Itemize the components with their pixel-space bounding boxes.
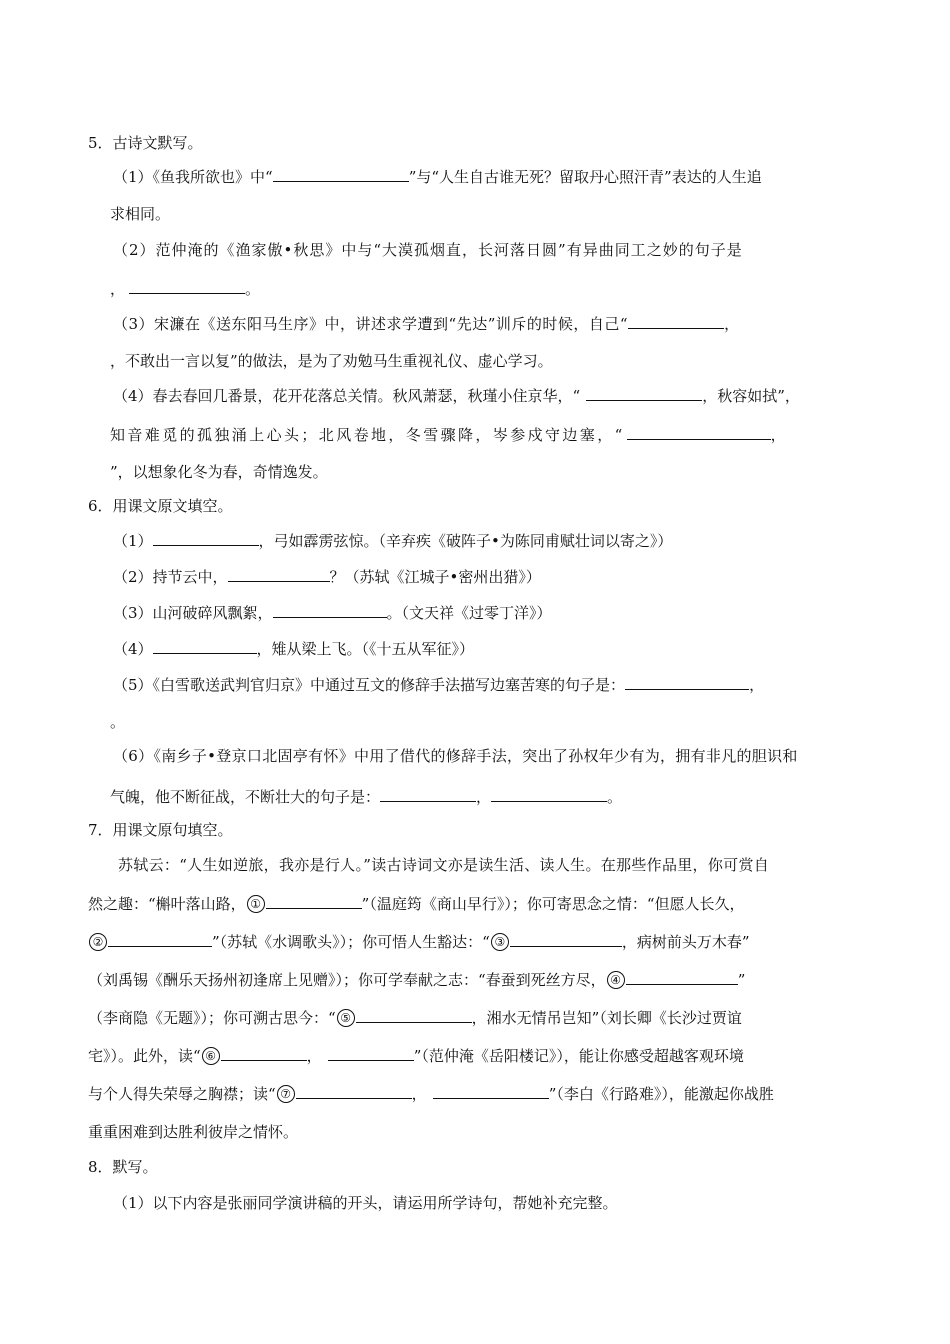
q8-item1: （1）以下内容是张丽同学演讲稿的开头，请运用所学诗句，帮她补充完整。 bbox=[113, 1194, 618, 1212]
q6-item6-line2: 气魄，他不断征战，不断壮大的句子是： ， 。 bbox=[110, 788, 623, 806]
q6-item2: （2）持节云中， ？（苏轼《江城子•密州出猎》） bbox=[113, 568, 541, 586]
answer-blank[interactable] bbox=[328, 1045, 414, 1061]
answer-blank[interactable] bbox=[266, 893, 362, 909]
answer-blank[interactable] bbox=[356, 1007, 472, 1023]
q5-item4-line1: （4）春去春回几番景，花开花落总关情。秋风萧瑟，秋瑾小住京华，“ ，秋容如拭”， bbox=[113, 387, 800, 405]
blank-number-6: ⑥ bbox=[202, 1047, 220, 1065]
answer-blank[interactable] bbox=[586, 385, 702, 401]
answer-blank[interactable] bbox=[627, 424, 771, 440]
answer-blank[interactable] bbox=[153, 638, 257, 654]
answer-blank[interactable] bbox=[491, 786, 607, 802]
q7-line8: 重重困难到达胜利彼岸之情怀。 bbox=[88, 1123, 299, 1141]
q5-item3-line1: （3）宋濂在《送东阳马生序》中，讲述求学遭到“先达”训斥的时候，自己“ ， bbox=[113, 315, 740, 333]
q7-line2: 然之趣：“槲叶落山路， ① ”（温庭筠《商山早行》）；你可寄思念之情：“但愿人长久， bbox=[88, 895, 745, 913]
answer-blank[interactable] bbox=[129, 278, 245, 294]
q5-item2-line2: ， 。 bbox=[110, 280, 261, 298]
q7-line7: 与个人得失荣辱之胸襟；读“ ⑦ ， ”（李白《行路难》），能激起你战胜 bbox=[88, 1085, 774, 1103]
q7-line4: （刘禹锡《酬乐天扬州初逢席上见赠》）；你可学奉献之志：“春蚕到死丝方尽， ④ ” bbox=[88, 971, 746, 989]
answer-blank[interactable] bbox=[628, 313, 724, 329]
answer-blank[interactable] bbox=[273, 166, 409, 182]
answer-blank[interactable] bbox=[626, 969, 738, 985]
blank-number-3: ③ bbox=[491, 933, 509, 951]
q8-title: 8．默写。 bbox=[88, 1158, 158, 1176]
q5-item3-line2: ，不敢出一言以复”的做法，是为了劝勉马生重视礼仪、虚心学习。 bbox=[110, 352, 553, 370]
q5-item4-line2: 知音难觅的孤独涌上心头；北风卷地，冬雪骤降，岑参戍守边塞，“ ， bbox=[110, 426, 789, 444]
answer-blank[interactable] bbox=[221, 1045, 307, 1061]
q6-item5-line1: （5）《白雪歌送武判官归京》中通过互文的修辞手法描写边塞苦寒的句子是： ， bbox=[113, 676, 765, 694]
q7-title: 7．用课文原句填空。 bbox=[88, 821, 233, 839]
q5-item1-line1: （1）《鱼我所欲也》中“ ”与“人生自古谁无死？留取丹心照汗青”表达的人生追 bbox=[113, 168, 762, 186]
q7-line6: 宅》）。此外，读“ ⑥ ， ”（范仲淹《岳阳楼记》），能让你感受超越客观环境 bbox=[88, 1047, 744, 1065]
blank-number-4: ④ bbox=[607, 971, 625, 989]
blank-number-7: ⑦ bbox=[277, 1085, 295, 1103]
answer-blank[interactable] bbox=[625, 674, 749, 690]
q5-item1-line2: 求相同。 bbox=[110, 205, 171, 223]
blank-number-5: ⑤ bbox=[337, 1009, 355, 1027]
q6-item5-line2: 。 bbox=[110, 713, 126, 731]
answer-blank[interactable] bbox=[273, 602, 387, 618]
answer-blank[interactable] bbox=[296, 1083, 412, 1099]
q7-line1: 苏轼云：“人生如逆旅，我亦是行人。”读古诗词文亦是读生活、读人生。在那些作品里，你可赏自 bbox=[118, 856, 770, 874]
q7-line3: ② ”（苏轼《水调歌头》）；你可悟人生豁达：“ ③ ，病树前头万木春” bbox=[88, 931, 750, 952]
q6-item1: （1） ，弓如霹雳弦惊。（辛弃疾《破阵子•为陈同甫赋壮词以寄之》） bbox=[113, 532, 673, 550]
q5-item4-line3: ”，以想象化冬为春，奇情逸发。 bbox=[110, 463, 328, 481]
q7-line5: （李商隐《无题》）；你可溯古思今：“ ⑤ ，湘水无情吊岂知”（刘长卿《长沙过贾谊 bbox=[88, 1009, 742, 1027]
q6-title: 6．用课文原文填空。 bbox=[88, 497, 233, 515]
answer-blank[interactable] bbox=[433, 1083, 549, 1099]
q6-item3: （3）山河破碎风飘絮， 。（文天祥《过零丁洋》） bbox=[113, 604, 552, 622]
q6-item6-line1: （6）《南乡子•登京口北固亭有怀》中用了借代的修辞手法，突出了孙权年少有为，拥有非凡的胆识和 bbox=[113, 747, 798, 765]
blank-number-1: ① bbox=[247, 895, 265, 913]
answer-blank[interactable] bbox=[228, 566, 330, 582]
answer-blank[interactable] bbox=[153, 530, 259, 546]
q5-item2-line1: （2）范仲淹的《渔家傲•秋思》中与“大漠孤烟直，长河落日圆”有异曲同工之妙的句子是 bbox=[113, 241, 743, 259]
answer-blank[interactable] bbox=[108, 931, 212, 947]
answer-blank[interactable] bbox=[510, 931, 622, 947]
answer-blank[interactable] bbox=[380, 786, 476, 802]
q5-title: 5．古诗文默写。 bbox=[88, 134, 203, 152]
blank-number-2: ② bbox=[89, 933, 107, 951]
q6-item4: （4） ，雉从梁上飞。（《十五从军征》） bbox=[113, 640, 475, 658]
